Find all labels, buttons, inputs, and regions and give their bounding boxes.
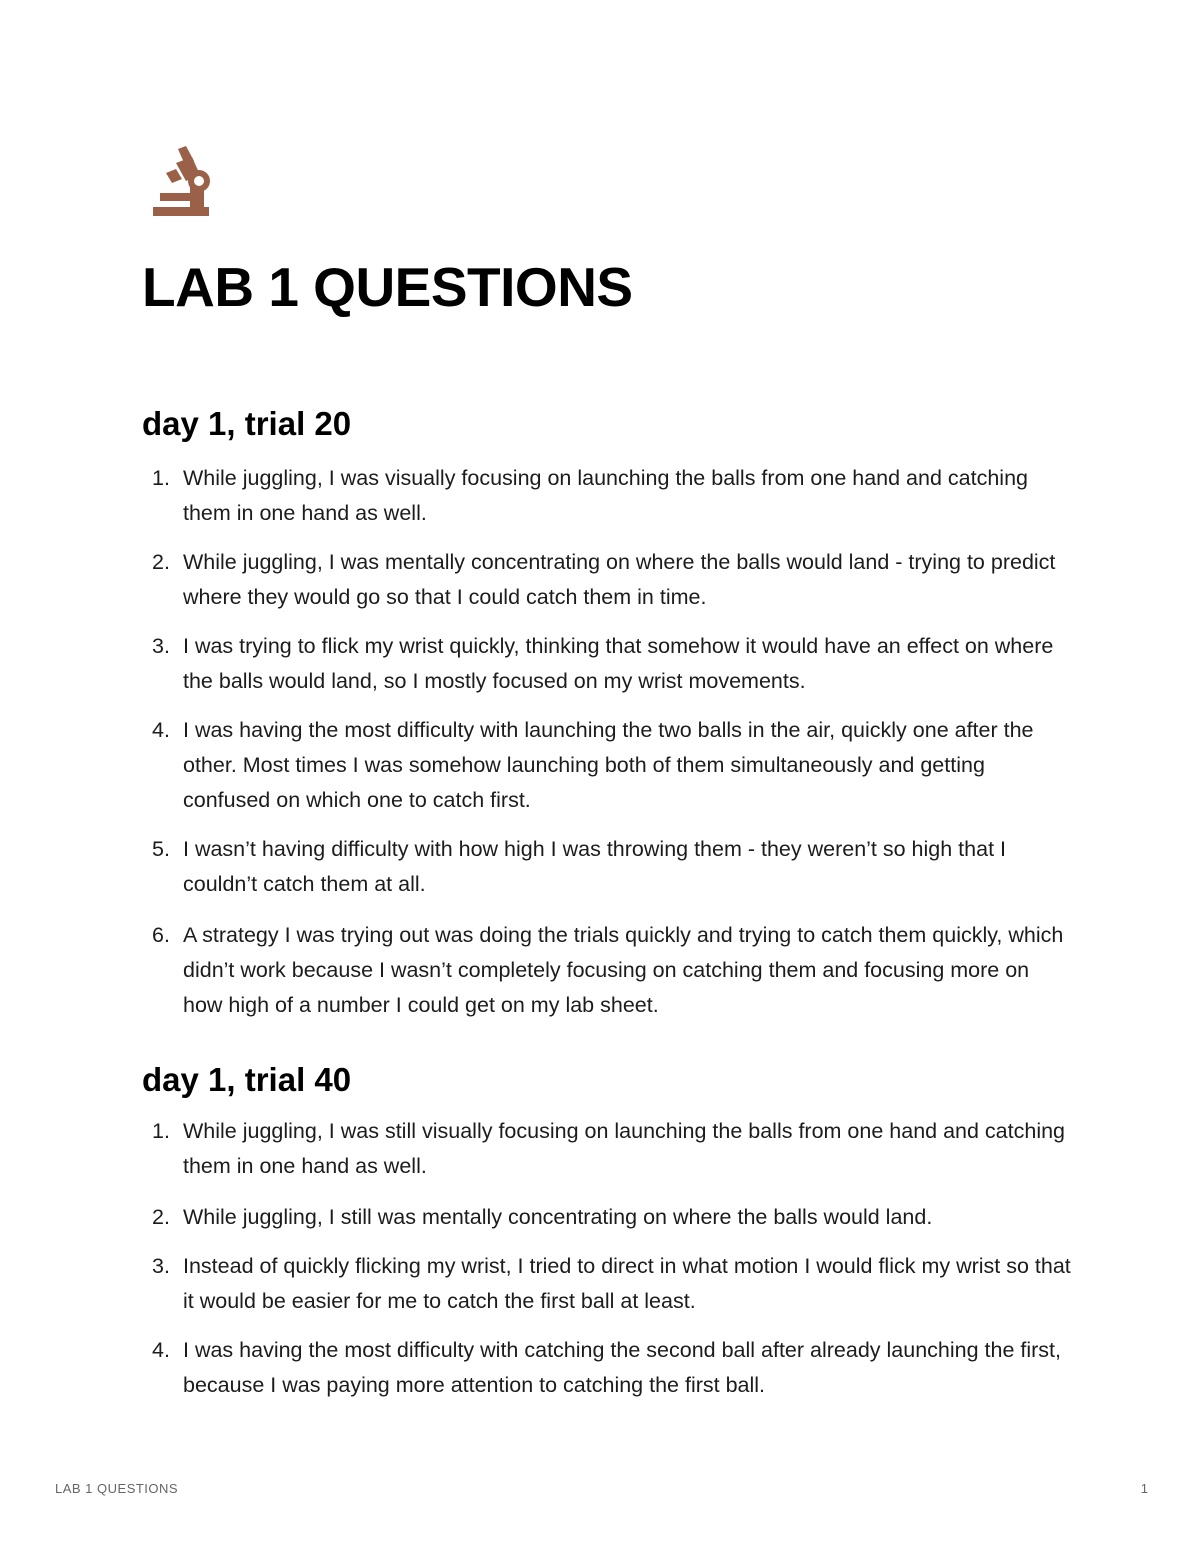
item-number: 5. (152, 837, 170, 861)
list-item (142, 1249, 1072, 1319)
item-number: 4. (152, 1338, 170, 1362)
item-text: I was trying to flick my wrist quickly, thinking that somehow it would have an effect on where the balls would land, so I mostly focused on my wrist movements. (183, 634, 1054, 693)
item-text: Instead of quickly flicking my wrist, I tried to direct in what motion I would flick my wrist so that it would be easier for me to catch the first ball at least. (183, 1254, 1071, 1313)
item-number: 2. (152, 1205, 170, 1229)
list-item (142, 832, 1072, 902)
item-number: 2. (152, 550, 170, 574)
footer-title: LAB 1 QUESTIONS (55, 1481, 179, 1496)
item-text: I was having the most difficulty with catching the second ball after already launching the first, because I was paying more attention to catching the first ball. (183, 1338, 1061, 1397)
item-number: 3. (152, 634, 170, 658)
item-number: 4. (152, 718, 170, 742)
list-item (142, 918, 1072, 1023)
list-item (142, 1333, 1072, 1403)
question-list (142, 461, 1072, 1023)
list-item (142, 1200, 1072, 1235)
item-text: While juggling, I was still visually focusing on launching the balls from one hand and catching them in one hand as well. (183, 1119, 1066, 1178)
section-day1-trial20 (142, 404, 1072, 1023)
microscope-icon (152, 145, 212, 217)
item-number: 6. (152, 923, 170, 947)
section-heading: day 1, trial 20 (142, 405, 352, 442)
item-text: While juggling, I still was mentally concentrating on where the balls would land. (183, 1205, 933, 1229)
list-item (142, 461, 1072, 531)
item-number: 1. (152, 1119, 170, 1143)
section-heading: day 1, trial 40 (142, 1061, 352, 1098)
item-number: 1. (152, 466, 170, 490)
question-list (142, 1114, 1072, 1403)
list-item (142, 629, 1072, 699)
section-day1-trial40 (142, 1060, 1072, 1403)
page-title: LAB 1 QUESTIONS (142, 256, 633, 318)
list-item (142, 1114, 1072, 1184)
list-item (142, 545, 1072, 615)
page-number: 1 (1140, 1481, 1148, 1496)
item-text: I wasn’t having difficulty with how high I was throwing them - they weren’t so high that I couldn’t catch them at all. (183, 837, 1006, 896)
item-text: I was having the most difficulty with launching the two balls in the air, quickly one after the other. Most times I was somehow launching both of them simultaneously and getting confused on which one to catch first. (183, 718, 1034, 812)
list-item (142, 713, 1072, 818)
item-text: A strategy I was trying out was doing the trials quickly and trying to catch them quickly, which didn’t work because I wasn’t completely focusing on catching them and focusing more on how high of a number I could get on my lab sheet. (183, 923, 1064, 1017)
item-text: While juggling, I was mentally concentrating on where the balls would land - trying to predict where they would go so that I could catch them in time. (183, 550, 1056, 609)
item-number: 3. (152, 1254, 170, 1278)
item-text: While juggling, I was visually focusing on launching the balls from one hand and catching them in one hand as well. (183, 466, 1028, 525)
